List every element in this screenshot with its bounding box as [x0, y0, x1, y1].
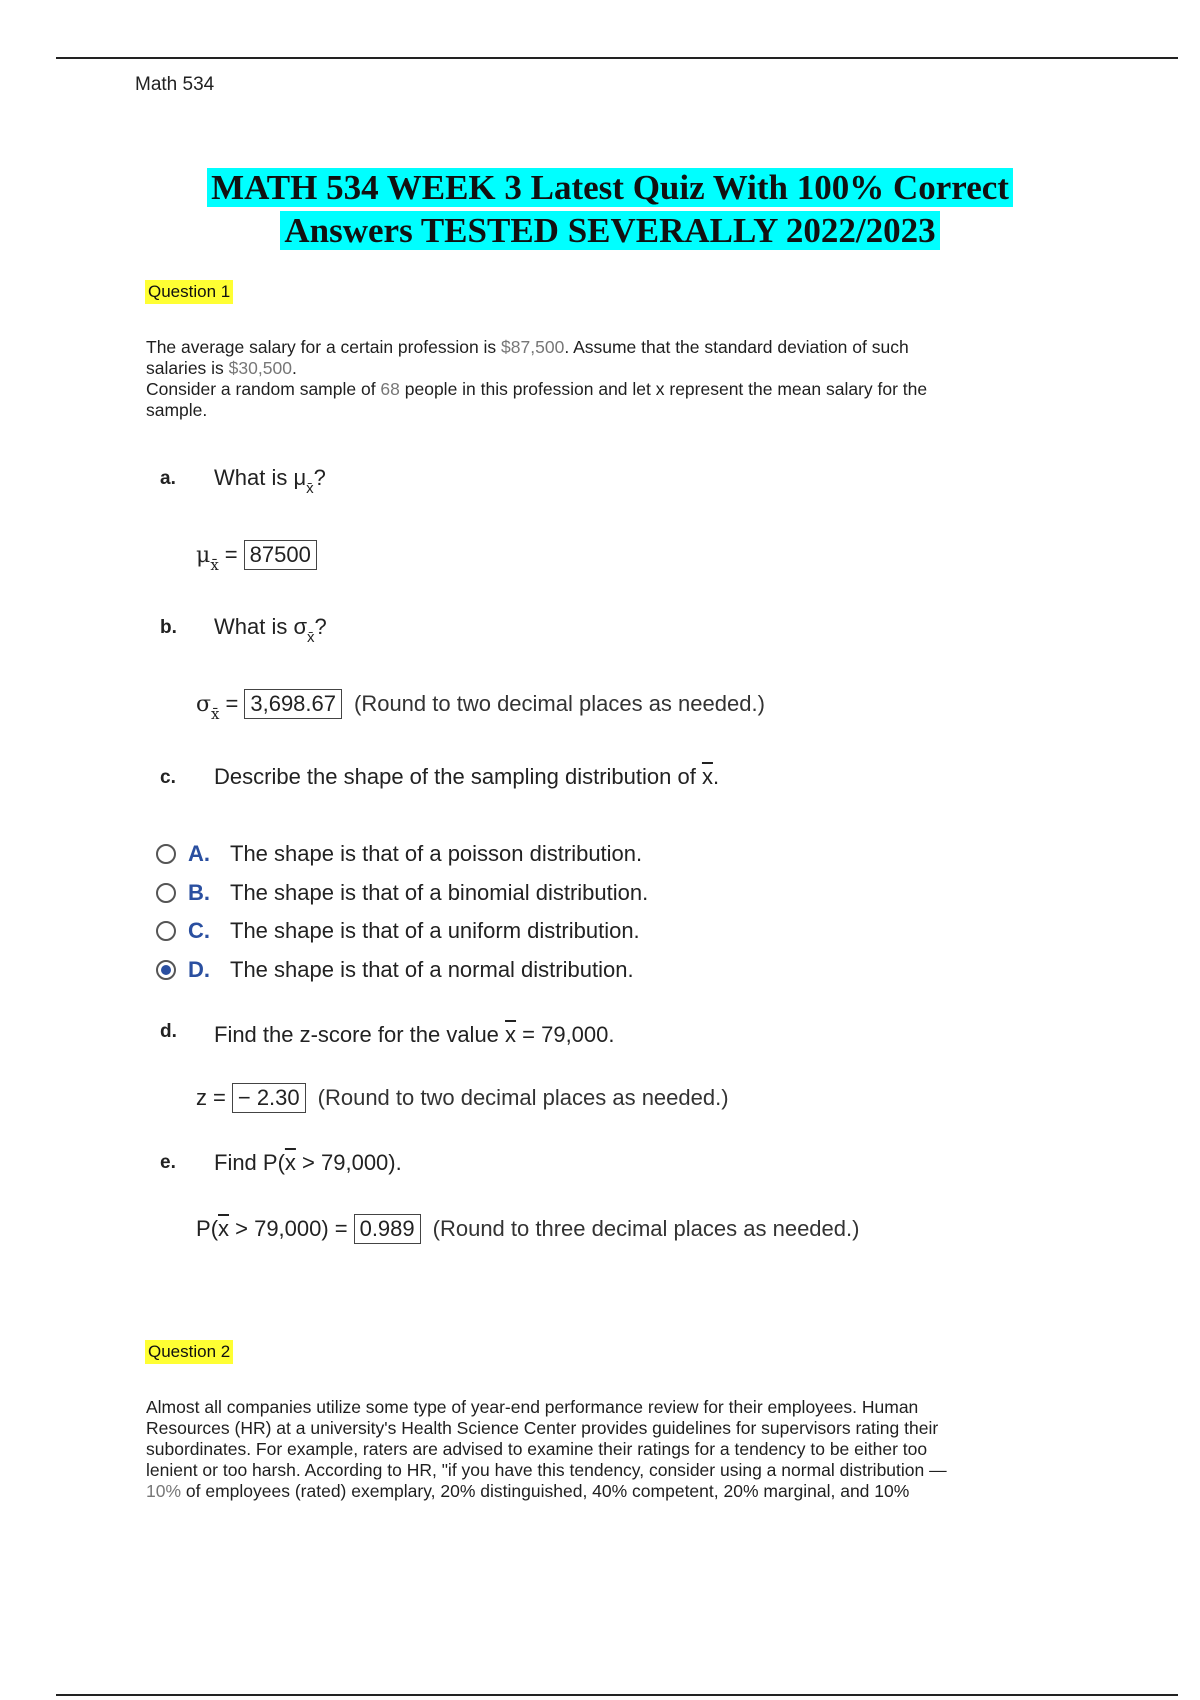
part-a-text: What is μ	[214, 465, 307, 490]
q1-text: The average salary for a certain profession is	[146, 337, 502, 357]
course-header: Math 534	[135, 74, 215, 95]
prob-p: P	[196, 1216, 211, 1241]
option-letter: B.	[188, 880, 210, 905]
part-d-letter: d.	[160, 1021, 177, 1042]
q2-line: Almost all companies utilize some type of year-end performance review for their employees. Human	[146, 1397, 919, 1417]
part-e-letter: e.	[160, 1152, 176, 1173]
q2-line: lenient or too harsh. According to HR, "if you have this tendency, consider using a normal distribution —	[146, 1460, 947, 1480]
part-c-letter: c.	[160, 767, 176, 788]
q1-text: .	[291, 358, 297, 378]
equals-sign: =	[213, 1085, 226, 1110]
part-d-text: Find the z-score for the value	[214, 1022, 506, 1047]
bottom-rule	[56, 1694, 1178, 1696]
answer-b-box[interactable]: 3,698.67	[244, 689, 342, 719]
radio-unchecked-icon[interactable]	[156, 883, 176, 903]
option-letter: D.	[188, 957, 210, 982]
question-2-label: Question 2	[145, 1340, 233, 1364]
part-c-end: .	[712, 764, 720, 789]
part-a-sub: x̄	[306, 480, 314, 497]
radio-unchecked-icon[interactable]	[156, 844, 176, 864]
part-e-question	[214, 1150, 402, 1176]
x-bar: $\overline{x}$	[701, 764, 713, 789]
part-e-text: > 79,000	[295, 1150, 389, 1175]
part-b-question	[214, 614, 327, 646]
option-text: The shape is that of a binomial distribution.	[230, 880, 649, 905]
z-symbol: z	[196, 1085, 207, 1110]
option-c[interactable]	[156, 918, 640, 944]
question-2-text	[146, 1397, 1076, 1502]
part-b-answer-line	[196, 689, 765, 723]
q1-n: 68	[380, 379, 400, 399]
part-e-text: Find P	[214, 1150, 278, 1175]
answer-e-box[interactable]: 0.989	[354, 1214, 421, 1244]
question-1-text	[146, 337, 1076, 421]
part-e-end: .	[395, 1150, 402, 1175]
part-b-letter: b.	[160, 617, 177, 638]
part-c-question	[214, 764, 719, 790]
equals-sign: =	[334, 1216, 348, 1241]
radio-unchecked-icon[interactable]	[156, 921, 176, 941]
mu-char: μ	[196, 542, 211, 568]
paren-close: )	[321, 1216, 329, 1241]
part-a-end: ?	[313, 465, 326, 490]
option-d[interactable]	[156, 957, 634, 983]
part-a-answer-line	[196, 540, 317, 574]
part-b-text: What is σ	[214, 614, 308, 639]
sigma-char: σ	[196, 691, 212, 717]
part-b-sub: x̄	[307, 629, 315, 646]
top-rule	[56, 57, 1178, 59]
rounding-hint: (Round to three decimal places as needed.)	[432, 1216, 860, 1241]
mu-symbol	[196, 542, 219, 574]
equals-sign: =	[225, 691, 239, 716]
part-d-question	[214, 1022, 615, 1048]
option-a[interactable]	[156, 841, 642, 867]
mu-sub: x̄	[210, 555, 219, 574]
q1-text: sample.	[146, 400, 208, 420]
option-letter: C.	[188, 918, 210, 943]
question-1-label: Question 1	[145, 280, 233, 304]
answer-d-box[interactable]: − 2.30	[232, 1083, 306, 1113]
prob-cond: > 79,000	[229, 1216, 322, 1241]
answer-a-box[interactable]: 87500	[244, 540, 317, 570]
title-line-2: Answers TESTED SEVERALLY 2022/2023	[280, 211, 939, 250]
x-bar: $\overline{x}$	[284, 1150, 296, 1175]
radio-checked-icon[interactable]	[156, 960, 176, 980]
q1-text: salaries is	[146, 358, 229, 378]
paren-open: (	[277, 1150, 285, 1175]
paren-open: (	[210, 1216, 219, 1241]
q2-pct: 10%	[146, 1481, 182, 1501]
equals-sign: =	[224, 542, 238, 567]
paren-close: )	[388, 1150, 396, 1175]
sigma-sub: x̄	[211, 704, 220, 723]
q1-text: . Assume that the standard deviation of such	[564, 337, 909, 357]
x-bar: $\overline{x}$	[218, 1216, 230, 1241]
title-line-1: MATH 534 WEEK 3 Latest Quiz With 100% Correct	[207, 168, 1013, 207]
option-letter: A.	[188, 841, 210, 866]
sigma-symbol	[196, 691, 220, 723]
q1-text: Consider a random sample of	[146, 379, 381, 399]
part-d-text: = 79,000.	[516, 1022, 615, 1047]
q2-line: Resources (HR) at a university's Health Science Center provides guidelines for supervisors rating their	[146, 1418, 939, 1438]
q1-mean: $87,500	[501, 337, 565, 357]
option-text: The shape is that of a uniform distribution.	[230, 918, 640, 943]
page-title	[150, 166, 1070, 252]
option-b[interactable]	[156, 880, 648, 906]
q2-line: subordinates. For example, raters are advised to examine their ratings for a tendency to be either too	[146, 1439, 928, 1459]
rounding-hint: (Round to two decimal places as needed.)	[317, 1085, 729, 1110]
q1-text: people in this profession and let x represent the mean salary for the	[399, 379, 928, 399]
prob-expression	[196, 1216, 329, 1242]
q2-line: of employees (rated) exemplary, 20% distinguished, 40% competent, 20% marginal, and 10%	[181, 1481, 910, 1501]
part-d-answer-line	[196, 1083, 729, 1113]
option-text: The shape is that of a normal distribution.	[230, 957, 634, 982]
part-c-text: Describe the shape of the sampling distribution of	[214, 764, 702, 789]
q1-sd: $30,500	[228, 358, 292, 378]
option-text: The shape is that of a poisson distribution.	[230, 841, 643, 866]
part-a-question	[214, 465, 326, 497]
part-a-letter: a.	[160, 468, 176, 489]
rounding-hint: (Round to two decimal places as needed.)	[354, 691, 765, 716]
x-bar: $\overline{x}$	[505, 1022, 517, 1047]
part-b-end: ?	[314, 614, 327, 639]
part-e-answer-line	[196, 1214, 859, 1244]
